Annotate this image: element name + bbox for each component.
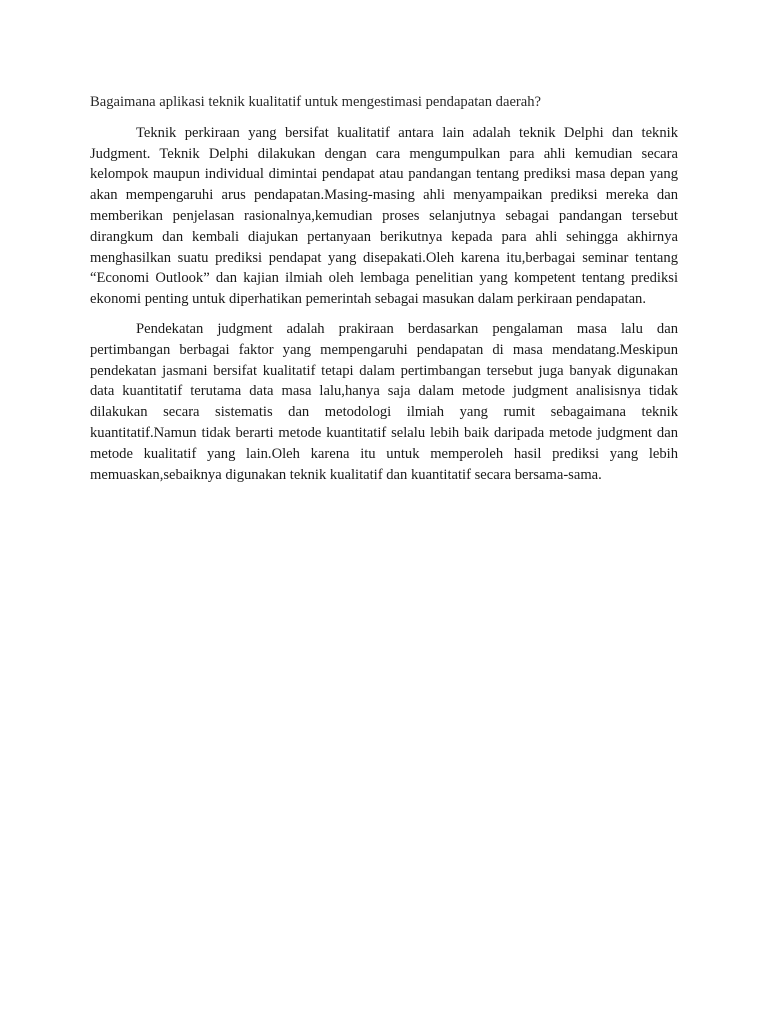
question-heading: Bagaimana aplikasi teknik kualitatif untuk mengestimasi pendapatan daerah? (90, 94, 542, 110)
paragraph-judgment: Pendekatan judgment adalah prakiraan berdasarkan pengalaman masa lalu dan pertimbangan berbagai faktor yang mempengaruhi pendapatan di masa mendatang.Meskipun pendekatan jasmani bersifat kualitatif tetapi dalam pertimbangan tersebut juga banyak digunakan data kuantitatif terutama data masa lalu,hanya saja dalam metode judgment analisisnya tidak dilakukan secara sistematis dan metodologi ilmiah yang rumit sebagaimana teknik kuantitatif.Namun tidak berarti metode kuantitatif selalu lebih baik daripada metode judgment dan metode kualitatif yang lain.Oleh karena itu untuk memperoleh hasil prediksi yang lebih memuaskan,sebaiknya digunakan teknik kualitatif dan kuantitatif secara bersama-sama. (90, 320, 678, 483)
paragraph-delphi: Teknik perkiraan yang bersifat kualitatif antara lain adalah teknik Delphi dan teknik Judgment. Teknik Delphi dilakukan dengan cara mengumpulkan para ahli kemudian secara kelompok maupun individual dimintai pendapat atau pandangan tentang prediksi masa depan yang akan mempengaruhi arus pendapatan.Masing-masing ahli menyampaikan prediksi mereka dan memberikan penjelasan rasionalnya,kemudian proses selanjutnya sebagai pandangan tersebut dirangkum dan kembali diajukan pertanyaan berikutnya kepada para ahli sehingga akhirnya menghasilkan suatu prediksi pendapat yang disepakati.Oleh karena itu,berbagai seminar tentang “Economi Outlook” dan kajian ilmiah oleh lembaga penelitian yang kompetent tentang prediksi ekonomi penting untuk diperhatikan pemerintah sebagai masukan dalam perkiraan pendapatan. (90, 124, 678, 308)
document-body (90, 92, 678, 494)
